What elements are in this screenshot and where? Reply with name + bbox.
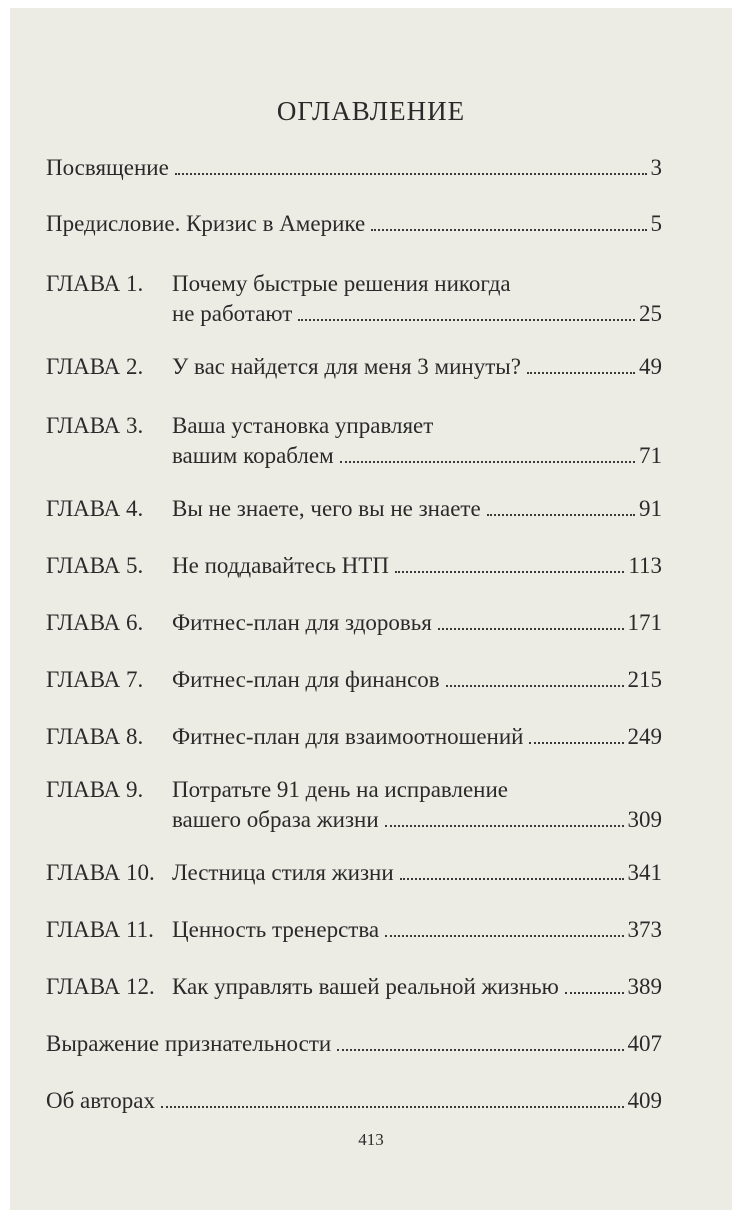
page-number: 413: [358, 1130, 384, 1149]
dot-leader: [337, 1049, 623, 1051]
toc-entry: [46, 412, 662, 470]
entry-title: У вас найдется для меня 3 минуты?: [172, 354, 521, 379]
entry-page-number: 171: [627, 610, 662, 635]
toc-entry: [46, 270, 662, 328]
toc-entry: [46, 1087, 662, 1115]
entry-page-number: 249: [627, 724, 662, 749]
entry-title: Фитнес-план для взаимоотношений: [172, 724, 524, 749]
toc-entry: [46, 776, 662, 834]
chapter-label: ГЛАВА 9.: [46, 777, 144, 802]
dot-leader: [385, 935, 623, 937]
entry-page-number: 215: [627, 667, 662, 692]
entry-title: Ценность тренерства: [172, 917, 380, 942]
entry-title: вашего образа жизни: [172, 807, 379, 832]
book-page: [10, 8, 732, 1210]
entry-page-number: 49: [639, 354, 662, 379]
toc-entry: [46, 859, 662, 887]
dot-leader: [565, 992, 624, 994]
toc-entry: [46, 666, 662, 694]
toc-entry: [46, 495, 662, 523]
entry-title: Почему быстрые решения никогда: [172, 271, 511, 296]
entry-page-number: 373: [627, 917, 662, 942]
toc-entry: [46, 1030, 662, 1058]
entry-page-number: 341: [627, 860, 662, 885]
toc-title: ОГЛАВЛЕНИЕ: [276, 96, 466, 126]
dot-leader: [385, 825, 624, 827]
dot-leader: [529, 742, 623, 744]
chapter-label: ГЛАВА 7.: [46, 667, 144, 692]
chapter-label: ГЛАВА 4.: [46, 496, 144, 521]
dot-leader: [400, 878, 624, 880]
dot-leader: [371, 229, 646, 231]
entry-page-number: 389: [627, 974, 662, 999]
entry-page-number: 309: [627, 807, 662, 832]
entry-page-number: 409: [627, 1088, 662, 1113]
dot-leader: [395, 571, 624, 573]
chapter-label: ГЛАВА 6.: [46, 610, 144, 635]
entry-title: не работают: [172, 301, 293, 326]
entry-title: вашим кораблем: [172, 443, 334, 468]
chapter-label: ГЛАВА 12.: [46, 974, 155, 999]
entry-title: Предисловие. Кризис в Америке: [46, 211, 366, 236]
toc-entry: [46, 973, 662, 1001]
chapter-label: ГЛАВА 8.: [46, 724, 144, 749]
dot-leader: [161, 1106, 623, 1108]
dot-leader: [446, 685, 624, 687]
toc-entry: [46, 154, 662, 182]
entry-title: Вы не знаете, чего вы не знаете: [172, 496, 481, 521]
chapter-label: ГЛАВА 10.: [46, 860, 155, 885]
toc-entry: [46, 353, 662, 381]
entry-page-number: 407: [627, 1031, 662, 1056]
entry-title: Лестница стиля жизни: [172, 860, 394, 885]
toc-entry: [46, 723, 662, 751]
chapter-label: ГЛАВА 1.: [46, 271, 144, 296]
toc-entry: [46, 210, 662, 238]
entry-title: Выражение признательности: [46, 1031, 332, 1056]
entry-title: Посвящение: [46, 155, 169, 180]
entry-page-number: 71: [639, 443, 662, 468]
entry-page-number: 3: [650, 155, 662, 180]
dot-leader: [298, 319, 635, 321]
toc-entry: [46, 552, 662, 580]
entry-page-number: 91: [639, 496, 662, 521]
toc-entry: [46, 916, 662, 944]
entry-title: Как управлять вашей реальной жизнью: [172, 974, 559, 999]
entry-page-number: 5: [650, 211, 662, 236]
dot-leader: [487, 514, 635, 516]
entry-title: Фитнес-план для финансов: [172, 667, 440, 692]
chapter-label: ГЛАВА 2.: [46, 354, 144, 379]
chapter-label: ГЛАВА 3.: [46, 413, 144, 438]
entry-title: Фитнес-план для здоровья: [172, 610, 432, 635]
dot-leader: [527, 372, 635, 374]
entry-title: Об авторах: [46, 1088, 156, 1113]
entry-title: Потратьте 91 день на исправление: [172, 777, 509, 802]
chapter-label: ГЛАВА 5.: [46, 553, 144, 578]
chapter-label: ГЛАВА 11.: [46, 917, 154, 942]
entry-page-number: 113: [628, 553, 662, 578]
dot-leader: [175, 173, 647, 175]
entry-title: Ваша установка управляет: [172, 413, 434, 438]
dot-leader: [438, 628, 624, 630]
dot-leader: [340, 461, 635, 463]
entry-page-number: 25: [639, 301, 662, 326]
toc-entry: [46, 609, 662, 637]
entry-title: Не поддавайтесь НТП: [172, 553, 389, 578]
